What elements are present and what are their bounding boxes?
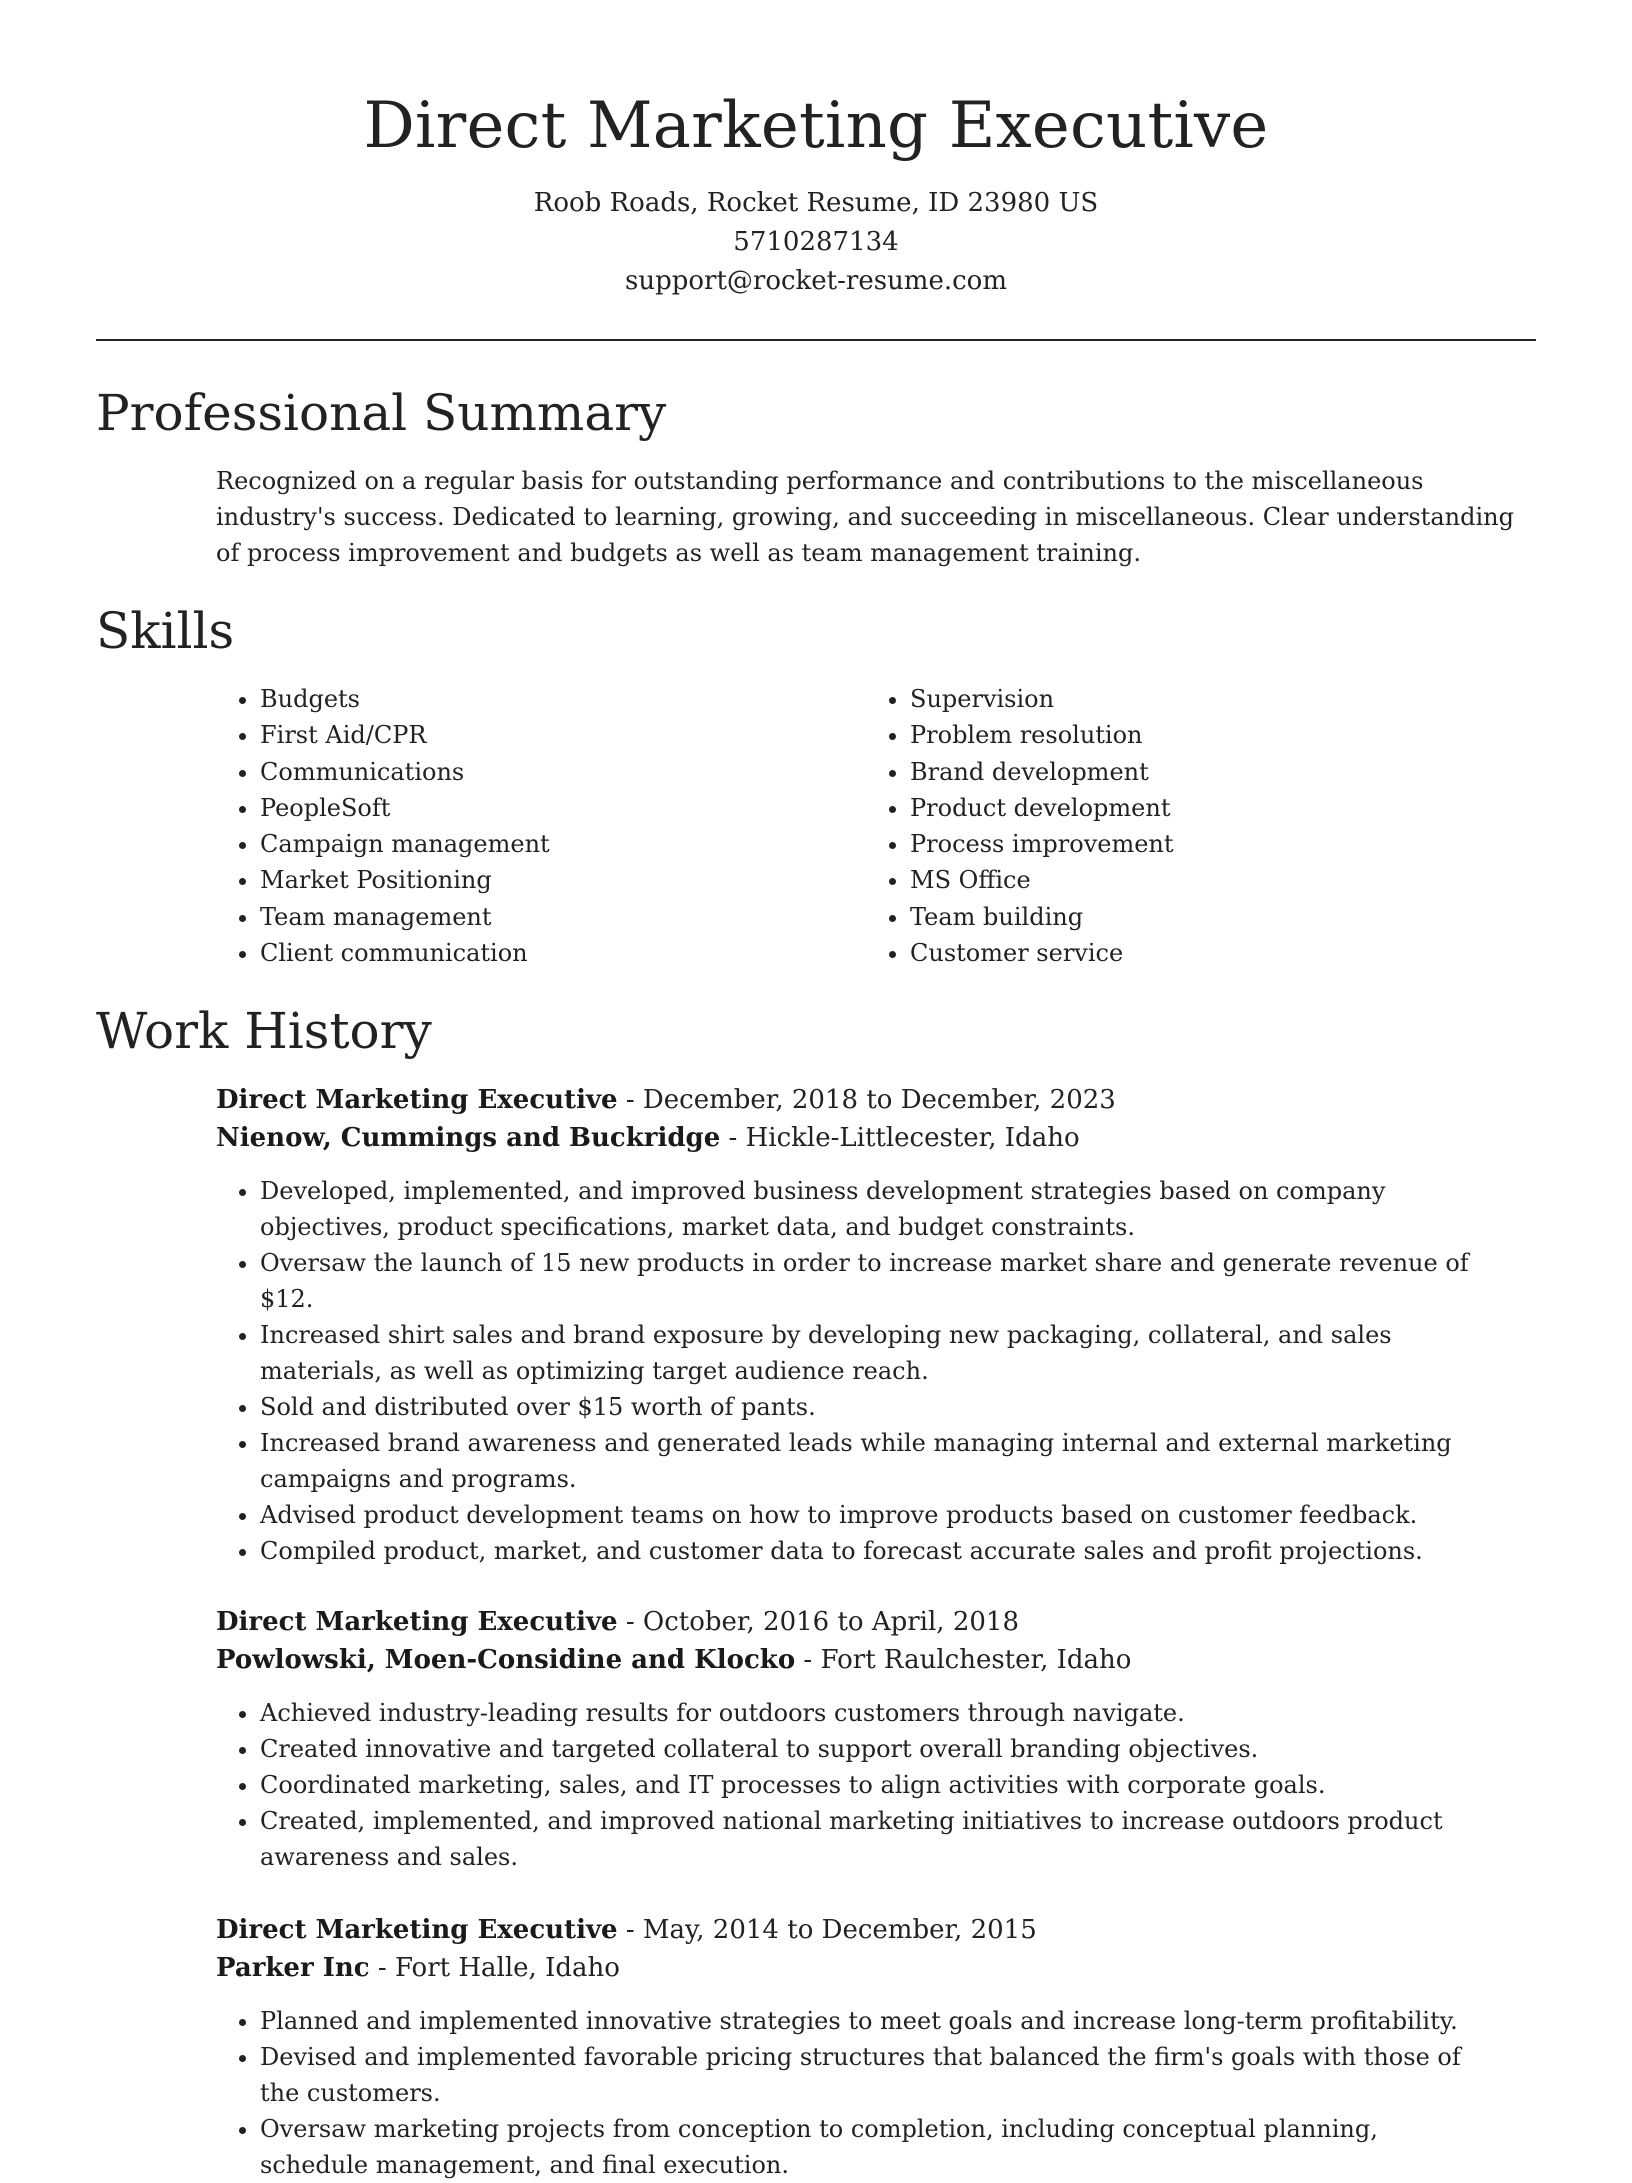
phone-text: 5710287134 (733, 227, 899, 257)
skill-item: • Process improvement (910, 826, 1394, 862)
summary-text: Recognized on a regular basis for outstanding performance and contributions to the miscellaneous industry's success. Dedicated to learning, growing, and succeeding in miscellaneous. Clear understanding of process improvement and budgets as well as team management training. (216, 467, 1514, 567)
job-company-line (216, 1641, 1536, 1679)
job-entry (216, 1911, 1536, 2183)
skill-item: • Supervision (910, 681, 1394, 717)
email-text: support@rocket-resume.com (624, 266, 1007, 296)
resume-page (96, 0, 1536, 2183)
job-company: Parker Inc (216, 1953, 370, 1984)
separator: - (720, 1123, 746, 1154)
contact-block (96, 184, 1536, 301)
skill-item: • PeopleSoft (260, 790, 744, 826)
job-bullet: • Oversaw marketing projects from conception to completion, including conceptual planning, schedule management, and final execution. (260, 2111, 1492, 2183)
skill-item: • Campaign management (260, 826, 744, 862)
job-bullet: • Planned and implemented innovative strategies to meet goals and increase long-term profitability. (260, 2003, 1492, 2039)
skill-item: • Communications (260, 754, 744, 790)
job-location: Fort Halle, Idaho (394, 1953, 620, 1984)
skill-item: • Customer service (910, 935, 1394, 971)
job-dates: October, 2016 to April, 2018 (642, 1607, 1020, 1638)
skill-item: • Team building (910, 899, 1394, 935)
skill-item: • Market Positioning (260, 862, 744, 898)
separator: - (795, 1645, 821, 1676)
separator: - (369, 1953, 395, 1984)
page-title: Direct Marketing Executive (363, 89, 1269, 163)
summary-heading: Professional Summary (96, 384, 667, 442)
skill-item: • Brand development (910, 754, 1394, 790)
job-bullet: • Developed, implemented, and improved business development strategies based on company objectives, product specifications, market data, and budget constraints. (260, 1173, 1492, 1245)
skill-item: • Budgets (260, 681, 744, 717)
header-divider (96, 339, 1536, 341)
skill-item: • Problem resolution (910, 717, 1394, 753)
skill-item: • Team management (260, 899, 744, 935)
job-entry (216, 1603, 1536, 1875)
job-location: Fort Raulchester, Idaho (820, 1645, 1132, 1676)
skill-item: • Product development (910, 790, 1394, 826)
job-bullets (216, 1173, 1492, 1569)
job-role: Direct Marketing Executive (216, 1607, 618, 1638)
job-company-line (216, 1949, 1536, 1987)
skills-column-2 (744, 681, 1394, 971)
job-title-line (216, 1081, 1536, 1119)
job-title-line (216, 1603, 1536, 1641)
job-bullet: • Oversaw the launch of 15 new products in order to increase market share and generate revenue of $12. (260, 1245, 1492, 1317)
job-role: Direct Marketing Executive (216, 1085, 618, 1116)
job-bullet: • Created innovative and targeted collateral to support overall branding objectives. (260, 1731, 1492, 1767)
job-bullet: • Increased brand awareness and generated leads while managing internal and external marketing campaigns and programs. (260, 1425, 1492, 1497)
job-bullet: • Devised and implemented favorable pricing structures that balanced the firm's goals with those of the customers. (260, 2039, 1492, 2111)
job-dates: May, 2014 to December, 2015 (642, 1915, 1037, 1946)
job-bullet: • Sold and distributed over $15 worth of pants. (260, 1389, 1492, 1425)
job-bullet: • Compiled product, market, and customer data to forecast accurate sales and profit projections. (260, 1533, 1492, 1569)
skill-item: • MS Office (910, 862, 1394, 898)
separator: - (617, 1607, 643, 1638)
job-entry (216, 1081, 1536, 1569)
skills-list (96, 681, 1536, 971)
job-company: Powlowski, Moen-Considine and Klocko (216, 1645, 796, 1676)
skills-heading: Skills (96, 602, 235, 660)
job-bullet: • Increased shirt sales and brand exposure by developing new packaging, collateral, and sales materials, as well as optimizing target audience reach. (260, 1317, 1492, 1389)
skill-item: • Client communication (260, 935, 744, 971)
job-bullet: • Created, implemented, and improved national marketing initiatives to increase outdoors product awareness and sales. (260, 1803, 1492, 1875)
skills-column-1 (96, 681, 744, 971)
separator: - (617, 1915, 643, 1946)
job-location: Hickle-Littlecester, Idaho (745, 1123, 1080, 1154)
job-bullets (216, 1695, 1492, 1875)
work-history-heading: Work History (96, 1002, 432, 1061)
job-bullet: • Advised product development teams on how to improve products based on customer feedback. (260, 1497, 1492, 1533)
job-company-line (216, 1119, 1536, 1157)
job-bullet: • Coordinated marketing, sales, and IT processes to align activities with corporate goals. (260, 1767, 1492, 1803)
job-dates: December, 2018 to December, 2023 (642, 1085, 1116, 1116)
job-company: Nienow, Cummings and Buckridge (216, 1123, 721, 1154)
address-text: Roob Roads, Rocket Resume, ID 23980 US (533, 188, 1099, 218)
job-bullets (216, 2003, 1492, 2183)
job-role: Direct Marketing Executive (216, 1915, 618, 1946)
skill-item: • First Aid/CPR (260, 717, 744, 753)
separator: - (617, 1085, 643, 1116)
job-bullet: • Achieved industry-leading results for outdoors customers through navigate. (260, 1695, 1492, 1731)
job-title-line (216, 1911, 1536, 1949)
